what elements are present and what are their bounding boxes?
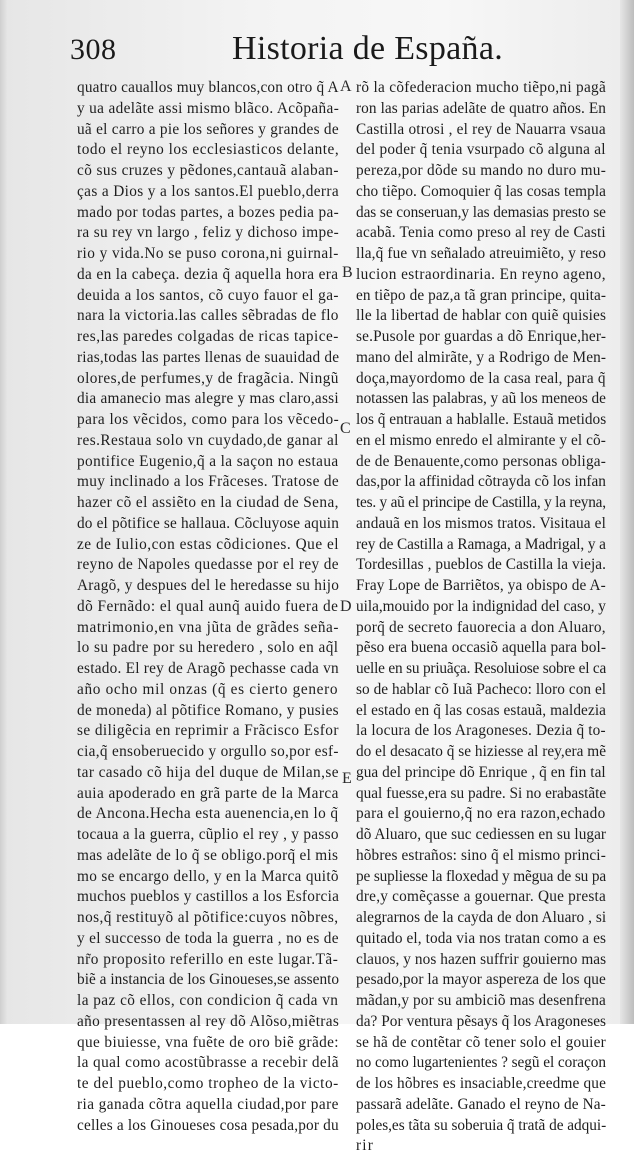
text-line: Tordesillas , pueblos de Castilla la vieja. (356, 556, 607, 574)
text-line: uã el carro a pie los señores y grandes de (77, 120, 339, 138)
text-line: Fray Lope de Barriẽtos, ya obispo de A- (356, 577, 606, 594)
text-line: dia amanecio mas alegre y mas claro,assi (77, 390, 339, 408)
text-line: dõ Fernãdo: el qual aunq̃ auido fuera de (77, 597, 339, 615)
page-right-edge (620, 0, 634, 1024)
text-line: muchos pueblos y castillos a los Esforcia (77, 888, 340, 906)
text-line: nr̃o proposito referillo en este lugar.Tã- (77, 950, 339, 968)
text-line: uelle en su priuãça. Resoluiose sobre el ca (356, 660, 607, 677)
text-line: año ocho mil onzas (q̃ es cierto genero (77, 680, 339, 698)
text-line: muy inclinado a los Frãceses. Tratose de (77, 473, 340, 491)
text-line: mano del almirãte, y a Rodrigo de Men- (356, 348, 607, 366)
margin-letter-b: B (342, 264, 353, 281)
text-line: ças a Dios y a los santos.El pueblo,derra (77, 182, 339, 200)
text-line: doça,mayordomo de la casa real, para q̃ (356, 369, 606, 387)
text-line: dre,y comẽçasse a gouernar. Que presta (356, 888, 607, 906)
text-line: nos,q̃ restituyõ al põtifice:cuyos nõbres, (77, 909, 339, 926)
text-line: la qual como acostũbrasse a recebir delã (77, 1054, 339, 1072)
left-text-column (77, 78, 339, 1136)
text-line: lla,q̃ fue vn señalado atreuimiẽto, y reso (356, 245, 606, 262)
text-line: los q̃ entrauan a hablalle. Estauã metidos (356, 411, 607, 428)
text-line: matrimonio,en vna jũta de grãdes seña- (77, 618, 340, 636)
text-line: uila,mouido por la indignidad del caso, y (356, 597, 606, 615)
text-line: mo se encargo dello, y en la Marca quitõ (77, 867, 339, 885)
text-line: andauã en los mismos tratos. Visitaua el (356, 514, 606, 532)
page-left-edge (0, 0, 8, 1024)
text-line: se hã de contẽtar cõ tener solo el gouier (356, 1033, 606, 1051)
text-line: cia,q̃ ensoberuecido y orgullo so,por esf- (77, 743, 339, 760)
text-line: olores,de perfumes,y de fragãcia. Ningũ (77, 369, 339, 387)
text-line: el estado en q̃ las cosas estauã, maldezia (356, 701, 607, 719)
text-line: celles a los Ginoueses cosa pesada,por du (77, 1116, 339, 1134)
text-line: lo su padre por su heredero , solo en aq̃l (77, 639, 339, 657)
text-line: de moneda) al põtifice Romano, y pusies (77, 701, 339, 719)
text-line: da? Por ventura pẽsays q̃ los Aragoneses (356, 1012, 607, 1030)
text-line: tar casado cõ hija del duque de Milan,se (77, 763, 339, 781)
text-line: del poder q̃ tenia vsurpado cõ alguna al (356, 141, 606, 159)
text-line: qual fuesse,era su padre. Si no erabastãte (356, 784, 607, 802)
text-line: gua del principe dõ Enrique , q̃ en fin tal (356, 763, 606, 781)
text-line: se diligẽcia en reprimir a Frãcisco Esfor (77, 722, 339, 740)
text-line: que biuiesse, vna fuẽte de oro biẽ grãde: (77, 1033, 339, 1051)
text-line: mado por todas partes, a bozes pedia pa- (77, 203, 340, 221)
text-line: do el desacato q̃ se hiziesse al rey,era mẽ (356, 743, 607, 760)
text-line: mas adelãte de lo q̃ se obligo.porq̃ el mis (77, 846, 339, 864)
text-line: tes. y aũ el principe de Castilla, y la reyna, (356, 494, 606, 511)
text-line: nara la victoria.las calles sẽbradas de flo (77, 307, 339, 325)
margin-letter-d: D (340, 598, 352, 615)
text-line: te del pueblo,como tropheo de la victo- (77, 1075, 339, 1092)
text-line: poles,es tãta su soberuia q̃ tratã de adqui- (356, 1116, 607, 1134)
text-line: dõ Aluaro, que suc cediessen en su lugar (356, 826, 607, 843)
text-line: ze de Iulio,con estas cõdiciones. Que el (77, 535, 340, 553)
text-line: estado. El rey de Aragõ pechasse cada vn (77, 660, 339, 677)
text-line: so de hablar cõ Iuã Pacheco: lloro con el (356, 680, 607, 698)
text-line: auia apoderado en grã parte de la Marca (77, 784, 339, 802)
text-line: se.Pusole por guardas a dõ Enrique,her- (356, 328, 607, 345)
text-line: pereza,por dõde su mando no duro mu- (356, 162, 607, 179)
text-line: quatro cauallos muy blancos,con otro q̃ A (77, 79, 339, 96)
text-line: de los hõbres es insaciable,creedme que (356, 1075, 607, 1092)
text-line: cõ sus cruzes y pẽdones,cantauã alaban- (77, 162, 339, 179)
text-line: das se conseruan,y las demasias presto se (356, 203, 606, 221)
text-line: lucion estraordinaria. En reyno ageno, (356, 265, 606, 283)
text-line: todo el reyno los ecclesiasticos delante, (77, 141, 340, 159)
text-line: lle la libertad de hablar con quiẽ quisies (356, 307, 607, 325)
text-line: para el gouierno,q̃ no era razon,echado (356, 805, 606, 823)
text-line: ron las parias adelãte de quatro años. En (356, 99, 607, 117)
text-line: ra su rey vn largo , feliz y dichoso impe- (77, 224, 340, 242)
text-line: en el mismo enredo el almirante y el cõ- (356, 431, 606, 449)
margin-letter-e: E (342, 770, 352, 787)
running-title: Historia de España. (232, 30, 504, 67)
text-line: rir (356, 1137, 375, 1155)
text-line: para los vẽcidos, como para los vẽcedo- (77, 411, 340, 428)
text-line: notassen las palabras, y aũ los meneos de (356, 390, 606, 408)
text-line: acabã. Tenia como preso al rey de Casti (356, 224, 606, 242)
text-line: ria ganada cõtra aquella ciudad,por pare (77, 1095, 339, 1113)
text-line: alegrarnos de la cayda de don Aluaro , si (356, 909, 607, 926)
text-line: hazer cõ el assiẽto en la ciudad de Sena, (77, 494, 339, 511)
text-line: passarã adelãte. Ganado el reyno de Na- (356, 1095, 606, 1113)
text-line: da en la cabeça. dezia q̃ aquella hora era (77, 265, 339, 283)
text-line: hõbres estraños: sino q̃ el mismo princi- (356, 846, 606, 864)
text-line: rias,todas las partes llenas de suauidad de (77, 348, 340, 366)
text-line: rey de Castilla a Ramaga, a Madrigal, y a (356, 535, 606, 553)
text-line: biẽ a instancia de los Ginoueses,se assento (77, 971, 340, 989)
page-number: 308 (70, 33, 117, 66)
text-line: pẽso era buena occasiõ aquella para bol- (356, 639, 606, 657)
text-line: pe supliesse la floxedad y mẽgua de su pa (356, 867, 606, 885)
text-line: das,por la affinidad cõtrayda cõ los infan (356, 473, 606, 491)
text-line: y el successo de toda la guerra , no es de (77, 929, 339, 947)
text-line: de Ancona.Hecha esta auenencia,en lo q̃ (77, 805, 339, 823)
text-line: la locura de los Aragoneses. Dezia q̃ to- (356, 722, 606, 740)
text-line: en tiẽpo de paz,a tã gran principe, quita- (356, 286, 607, 304)
text-line: rio y vida.No se puso corona,ni guirnal- (77, 245, 339, 262)
text-line: res,las paredes colgadas de ricas tapice- (77, 328, 339, 345)
text-line: quitado el, toda via nos tratan como a es (356, 929, 607, 947)
text-line: tocaua a la guerra, cũplio el rey , y passo (77, 826, 339, 843)
margin-letter-a: A (340, 78, 352, 95)
margin-letter-c: C (340, 420, 351, 437)
right-text-column (356, 78, 606, 1157)
text-line: la paz cõ ellos, con condicion q̃ cada vn (77, 992, 339, 1009)
text-line: cho tiẽpo. Comoquier q̃ las cosas templa (356, 182, 607, 200)
text-line: pontifice Eugenio,q̃ a la saçon no estaua (77, 452, 339, 470)
text-line: deuida a los santos, cõ cuyo fauor el ga- (77, 286, 339, 304)
text-line: Aragõ, y despues del le heredasse su hijo (77, 577, 340, 594)
text-line: año presentassen al rey dõ Alõso,miẽtras (77, 1012, 340, 1030)
text-line: y ua adelãte assi mismo blãco. Acõpaña- (77, 99, 340, 117)
text-line: porq̃ de secreto fauorecia a don Aluaro, (356, 618, 606, 636)
text-line: rõ la cõfederacion mucho tiẽpo,ni pagã (356, 79, 607, 96)
text-line: reyno de Napoles quedasse por el rey de (77, 556, 339, 574)
text-line: clauos, y nos hazen suffrir gouierno mas (356, 950, 607, 968)
text-line: de de Benauente,como personas obliga- (356, 452, 607, 470)
text-line: Castilla otrosi , el rey de Nauarra vsaua (356, 120, 606, 138)
text-line: res.Restaua solo vn cuydado,de ganar al (77, 431, 339, 449)
text-line: no como lugartenientes ? segũ el coraçon (356, 1054, 606, 1072)
text-line: mãdan,y por su ambiciõ mas desenfrena (356, 992, 606, 1009)
text-line: do el põtifice se hallaua. Cõcluyose aquin (77, 514, 340, 532)
text-line: pesado,por la mayor aspereza de los que (356, 971, 606, 989)
